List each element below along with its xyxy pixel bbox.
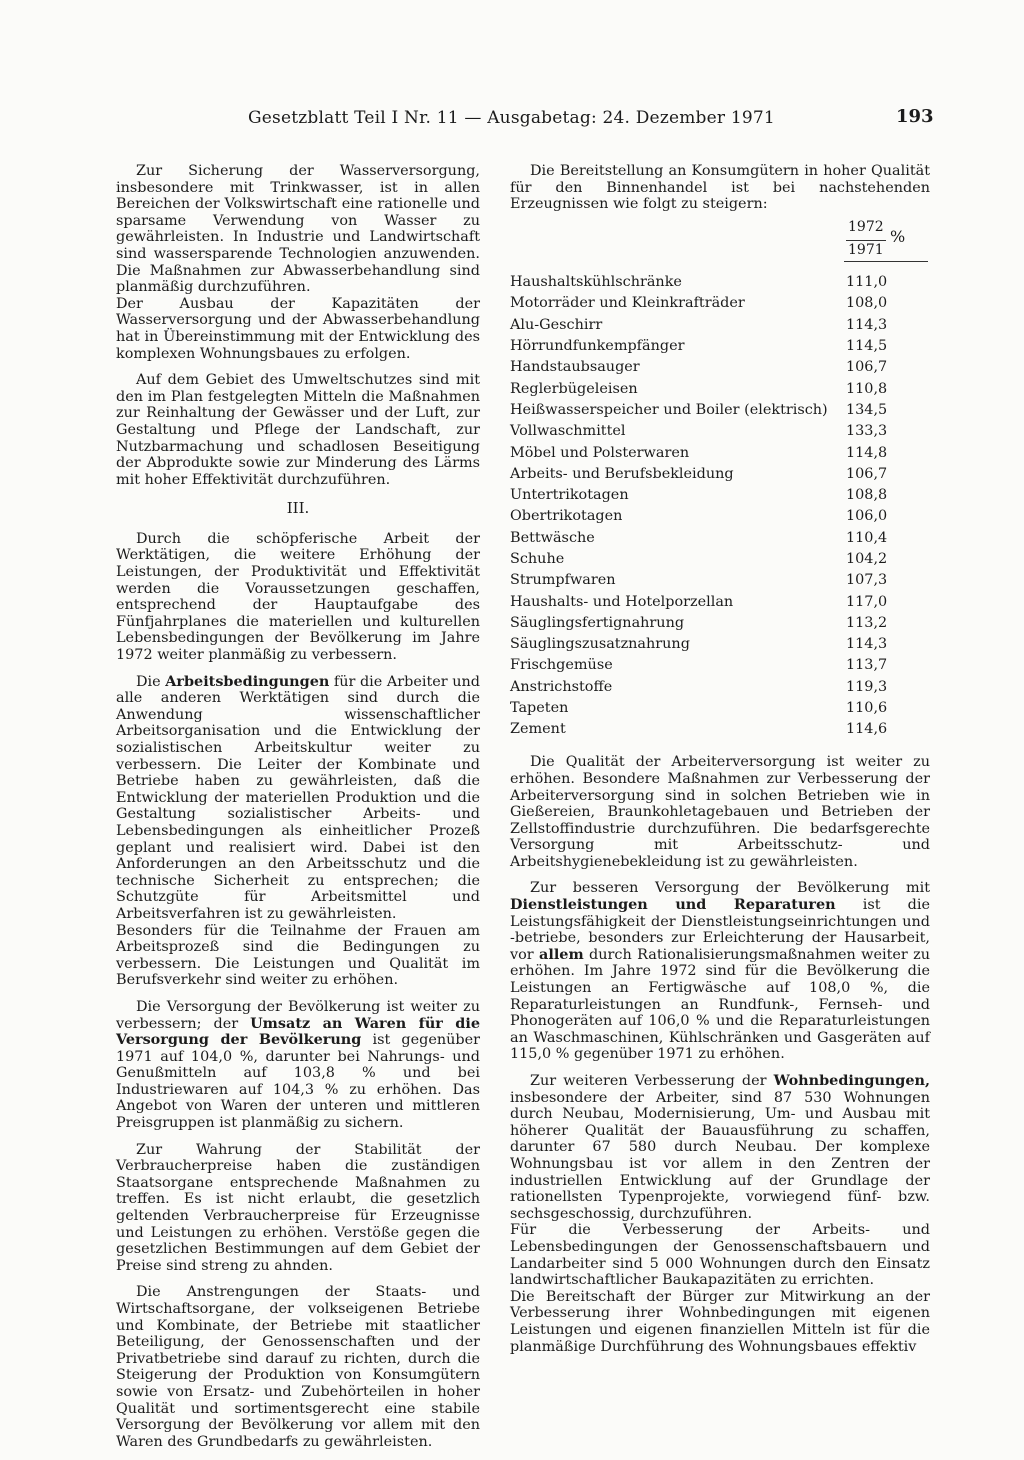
paragraph-citizen-participation: Die Bereitschaft der Bürger zur Mitwirkung an der Verbesserung ihrer Wohnbedingungen mit eigenen Leistungen und eigenen finanziellen Mitteln ist für die planmäßige Durchführung des Wohnungsbaues effektiv [510, 1288, 930, 1355]
section-heading: III. [286, 499, 310, 518]
table-row: Reglerbügeleisen 110,8 [510, 380, 888, 397]
paragraph-price-stability: Zur Wahrung der Stabilität der Verbraucherpreise haben die zuständigen Staatsorgane entsprechende Maßnahmen zu treffen. Es ist nicht erlaubt, die gesetzlich geltenden Verbraucherpreise für Erzeugnisse und Leistungen zu erhöhen. Verstöße gegen die gesetzlichen Bestimmungen auf dem Gebiet der Preise sind streng zu ahnden. [116, 1141, 480, 1274]
table-row: Arbeits- und Berufsbekleidung 106,7 [510, 465, 888, 482]
paragraph-creative-work: Durch die schöpferische Arbeit der Werktätigen, die weitere Erhöhung der Leistungen, der Produktivität und Effektivität werden die Voraussetzungen geschaffen, entsprechend der Hauptaufgabe des Fünfjahrplanes die materiellen und kulturellen Lebensbedingungen der Bevölkerung im Jahre 1972 weiter planmäßig zu verbessern. [116, 530, 480, 664]
paragraph-women-work: Besonders für die Teilnahme der Frauen am Arbeitsprozeß sind die Bedingungen zu verbessern. Die Leistungen und Qualität im Berufsverkehr sind weiter zu erhöhen. [116, 922, 480, 989]
table-row: Obertrikotagen 106,0 [510, 508, 888, 525]
paragraph-efforts: Die Anstrengungen der Staats- und Wirtschaftsorgane, der volkseigenen Betriebe und Kombinate, der Betriebe mit staatlicher Beteiligung, der Genossenschaften und der Privatbetriebe sind darauf zu richten, durch die Steigerung der Produktion von Konsumgütern sowie von Ersatz- und Zubehörteilen in hoher Qualität und sortimentsgerecht eine stabile Versorgung der Bevölkerung vor allem mit den Waren des Grundbedarfs zu gewährleisten. [116, 1284, 480, 1450]
table-row: Untertrikotagen 108,8 [510, 487, 888, 504]
paragraph-water-capacity: Der Ausbau der Kapazitäten der Wasserversorgung und der Abwasserbehandlung hat in Übereinstimmung mit der Entwicklung des komplexen Wohnungsbaues zu erfolgen. [116, 295, 480, 362]
paragraph-rural-housing: Für die Verbesserung der Arbeits- und Lebensbedingungen der Genossenschaftsbauern und Landarbeiter sind 5 000 Wohnungen durch den Einsatz landwirtschaftlicher Baukapazitäten zu errichten. [510, 1222, 930, 1289]
table-row: Möbel und Polsterwaren 114,8 [510, 444, 888, 461]
paragraph-working-conditions: Die Arbeitsbedingungen für die Arbeiter und alle anderen Werktätigen sind durch die Anwendung wissenschaftlicher Arbeitsorganisation und die Entwicklung der sozialistischen Arbeitskultur weiter zu verbessern. Die Leiter der Kombinate und Betriebe haben zu gewährleisten, daß die Entwicklung der materiellen Produktion und die Gestaltung sozialistischer Arbeits- und Lebensbedingungen als einheitlicher Prozeß geplant und realisiert wird. Dabei ist den Anforderungen an den Arbeitsschutz und die technische Sicherheit zu entsprechen; die Schutzgüte für Arbeitsmittel und Arbeitsverfahren ist zu gewährleisten. [116, 672, 480, 922]
table-row: Hörrundfunkempfänger 114,5 [510, 338, 888, 355]
ratio-denominator: 1971 [848, 241, 884, 258]
table-row: Haushaltskühlschränke 111,0 [510, 274, 888, 291]
right-column [510, 163, 930, 1355]
paragraph-services: Zur besseren Versorgung der Bevölkerung mit Dienstleistungen und Reparaturen ist die Leistungsfähigkeit der Dienstleistungseinrichtungen und -betriebe, besonders zur Erleichterung der Hausarbeit, vor allem durch Rationalisierungsmaßnahmen weiter zu erhöhen. Im Jahre 1972 sind für die Bevölkerung die Leistungen an Fertigwäsche auf 108,0 %, die Reparaturleistungen an Rundfunk-, Fernseh- und Phonogeräten auf 106,0 % und die Reparaturleistungen an Waschmaschinen, Kühlschränken und Gasgeräten auf 115,0 % gegenüber 1971 zu erhöhen. [510, 880, 931, 1063]
ratio-fraction-line [846, 240, 886, 241]
table-row: Schuhe 104,2 [510, 550, 888, 567]
table-row: Zement 114,6 [510, 721, 888, 738]
paragraph-housing: Zur weiteren Verbesserung der Wohnbedingungen, insbesondere der Arbeiter, sind 87 530 Wohnungen durch Neubau, Modernisierung, Um- und Ausbau mit höherer Qualität der Bauausführung zu schaffen, darunter 67 580 durch Neubau. Der komplexe Wohnungsbau ist vor allem in den Zentren der industriellen Entwicklung auf der Grundlage der rationellsten Typenprojekte, vorwiegend fünf- bzw. sechsgeschossig, durchzuführen. [510, 1072, 930, 1222]
paragraph-environment: Auf dem Gebiet des Umweltschutzes sind mit den im Plan festgelegten Mitteln die Maßnahmen zur Reinhaltung der Gewässer und der Luft, zur Gestaltung und Pflege der Landschaft, zur Nutzbarmachung und schadlosen Beseitigung der Abprodukte sowie zur Minderung des Lärms mit hoher Effektivität durchzuführen. [116, 372, 480, 488]
table-row: Tapeten 110,6 [510, 700, 888, 717]
table-row: Bettwäsche 110,4 [510, 529, 888, 546]
table-row: Handstaubsauger 106,7 [510, 359, 888, 376]
page-header: Gesetzblatt Teil I Nr. 11 — Ausgabetag: 24. Dezember 1971 [248, 108, 775, 128]
ratio-header [844, 219, 928, 262]
paragraph-worker-supply: Die Qualität der Arbeiterversorgung ist weiter zu erhöhen. Besondere Maßnahmen zur Verbesserung der Arbeiterversorgung sind in solchen Betrieben wie in Gießereien, Braunkohletagebauen und Betrieben der Zellstoffindustrie durchzuführen. Die bedarfsgerechte Versorgung mit Arbeitsschutz- und Arbeitshygienebekleidung ist zu gewährleisten. [510, 754, 930, 870]
table-row: Alu-Geschirr 114,3 [510, 316, 888, 333]
ratio-percent: % [890, 226, 906, 246]
table-row: Anstrichstoffe 119,3 [510, 678, 888, 695]
products-table [510, 272, 930, 741]
paragraph-consumer-goods-intro: Die Bereitstellung an Konsumgütern in hoher Qualität für den Binnenhandel ist bei nachstehenden Erzeugnissen wie folgt zu steigern: [510, 163, 930, 213]
left-column [116, 163, 480, 1460]
table-row: Heißwasserspeicher und Boiler (elektrisch) 134,5 [510, 401, 888, 418]
paragraph-water-supply: Zur Sicherung der Wasserversorgung, insbesondere mit Trinkwasser, ist in allen Bereichen der Volkswirtschaft eine rationelle und sparsame Verwendung von Wasser zu gewährleisten. In Industrie und Landwirtschaft sind wassersparende Technologien anzuwenden. Die Maßnahmen zur Abwasserbehandlung sind planmäßig durchzuführen. [116, 163, 480, 296]
table-row: Säuglingszusatznahrung 114,3 [510, 636, 888, 653]
table-row: Strumpfwaren 107,3 [510, 572, 888, 589]
ratio-numerator: 1972 [848, 218, 884, 235]
table-row: Säuglingsfertignahrung 113,2 [510, 614, 888, 631]
table-row: Haushalts- und Hotelporzellan 117,0 [510, 593, 888, 610]
page-number: 193 [896, 106, 934, 127]
table-row: Vollwaschmittel 133,3 [510, 423, 888, 440]
paragraph-supply: Die Versorgung der Bevölkerung ist weiter zu verbessern; der Umsatz an Waren für die Versorgung der Bevölkerung ist gegenüber 1971 auf 104,0 %, darunter bei Nahrungs- und Genußmitteln auf 103,8 % und bei Industriewaren auf 104,3 % zu erhöhen. Das Angebot von Waren der unteren und mittleren Preisgruppen ist planmäßig zu sichern. [116, 998, 480, 1132]
table-row: Motorräder und Kleinkrafträder 108,0 [510, 295, 888, 312]
table-row: Frischgemüse 113,7 [510, 657, 888, 674]
